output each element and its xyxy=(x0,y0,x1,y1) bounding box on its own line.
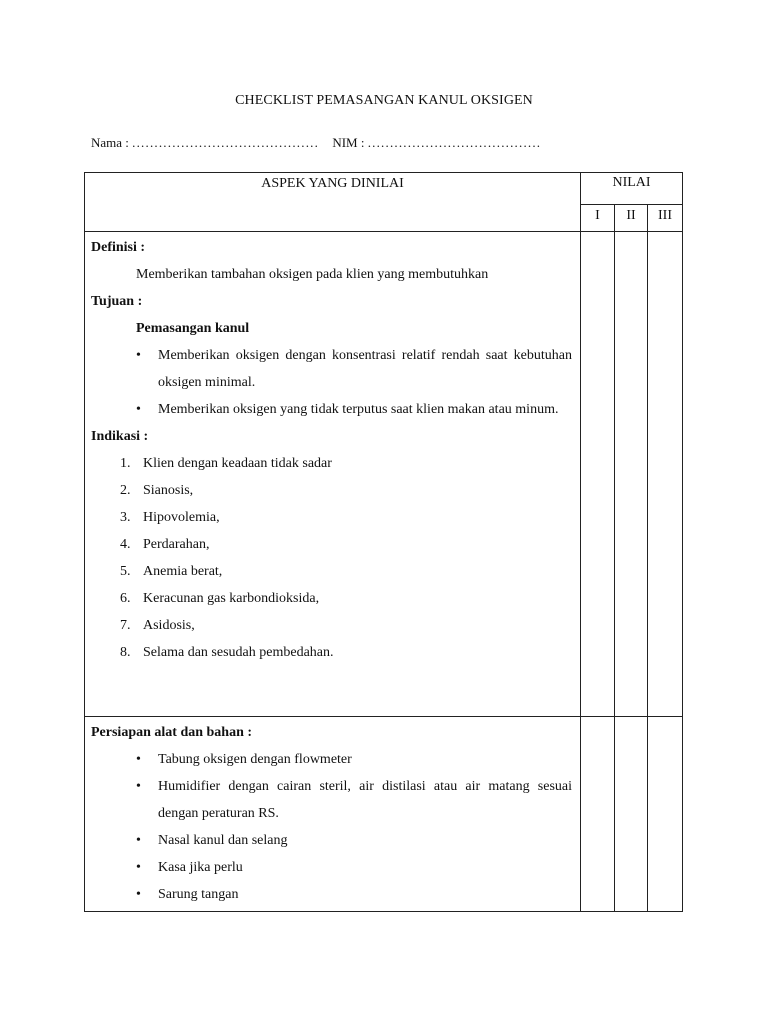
list-number: 7. xyxy=(120,618,131,633)
identity-line xyxy=(91,135,541,151)
nama-label: Nama : xyxy=(91,135,133,150)
list-item-text: Hipovolemia, xyxy=(143,510,220,525)
list-item xyxy=(136,881,572,908)
list-item xyxy=(120,585,572,612)
bullet-icon: • xyxy=(136,779,141,794)
definisi-text: Memberikan tambahan oksigen pada klien yang membutuhkan xyxy=(136,267,489,282)
bullet-icon: • xyxy=(136,348,141,363)
list-item-text: Klien dengan keadaan tidak sadar xyxy=(143,456,332,471)
list-number: 2. xyxy=(120,483,131,498)
checklist-table xyxy=(84,172,683,912)
list-item-text: Kasa jika perlu xyxy=(158,860,243,875)
tujuan-subheading: Pemasangan kanul xyxy=(136,321,250,336)
list-item-text: Selama dan sesudah pembedahan. xyxy=(143,645,334,660)
list-item-text: Tabung oksigen dengan flowmeter xyxy=(158,752,352,767)
page-title: CHECKLIST PEMASANGAN KANUL OKSIGEN xyxy=(235,93,533,108)
list-item xyxy=(136,773,572,827)
list-item xyxy=(120,477,572,504)
persiapan-list xyxy=(91,746,572,908)
indikasi-heading: Indikasi : xyxy=(91,429,149,444)
list-number: 5. xyxy=(120,564,131,579)
list-item-text: Asidosis, xyxy=(143,618,195,633)
nim-label: NIM : xyxy=(332,135,368,150)
header-score-iii: III xyxy=(648,204,683,231)
list-item xyxy=(136,746,572,773)
persiapan-heading: Persiapan alat dan bahan : xyxy=(91,725,253,740)
tujuan-heading: Tujuan : xyxy=(91,294,143,309)
score-cell-ii[interactable] xyxy=(615,232,648,717)
table-row xyxy=(85,232,683,717)
bullet-icon: • xyxy=(136,860,141,875)
definisi-heading: Definisi : xyxy=(91,240,146,255)
list-item xyxy=(136,342,572,396)
list-item xyxy=(136,827,572,854)
score-cell-iii[interactable] xyxy=(648,717,683,912)
score-cell-ii[interactable] xyxy=(615,717,648,912)
list-item-text: Keracunan gas karbondioksida, xyxy=(143,591,320,606)
list-item-text: Memberikan oksigen yang tidak terputus saat klien makan atau minum. xyxy=(158,402,559,417)
list-item-text: Sarung tangan xyxy=(158,887,239,902)
list-item xyxy=(120,612,572,639)
score-cell-i[interactable] xyxy=(581,232,615,717)
bullet-icon: • xyxy=(136,833,141,848)
bullet-icon: • xyxy=(136,887,141,902)
list-number: 8. xyxy=(120,645,131,660)
list-item xyxy=(136,854,572,881)
list-item xyxy=(120,531,572,558)
list-item xyxy=(136,396,572,423)
list-item-text: Sianosis, xyxy=(143,483,194,498)
bullet-icon: • xyxy=(136,752,141,767)
table-row xyxy=(85,717,683,912)
tujuan-list xyxy=(91,342,572,423)
nama-field[interactable]: .......................................... xyxy=(132,135,320,150)
header-score-ii: II xyxy=(615,204,648,231)
header-score-i: I xyxy=(581,204,615,231)
header-nilai: NILAI xyxy=(581,173,683,205)
list-item xyxy=(120,639,572,666)
list-item-text: Perdarahan, xyxy=(143,537,210,552)
list-item xyxy=(120,504,572,531)
list-number: 4. xyxy=(120,537,131,552)
indikasi-list xyxy=(91,450,572,666)
header-aspek: ASPEK YANG DINILAI xyxy=(85,173,581,232)
nim-field[interactable]: ....................................... xyxy=(367,135,542,150)
aspek-cell xyxy=(85,717,581,912)
list-item xyxy=(120,558,572,585)
score-cell-iii[interactable] xyxy=(648,232,683,717)
list-item-text: Anemia berat, xyxy=(143,564,223,579)
bullet-icon: • xyxy=(136,402,141,417)
list-item-text: Nasal kanul dan selang xyxy=(158,833,288,848)
list-number: 6. xyxy=(120,591,131,606)
list-item xyxy=(120,450,572,477)
list-number: 1. xyxy=(120,456,131,471)
list-item-text: Humidifier dengan cairan steril, air distilasi atau air matang sesuai dengan peraturan RS. xyxy=(158,779,572,821)
list-number: 3. xyxy=(120,510,131,525)
aspek-cell xyxy=(85,232,581,717)
score-cell-i[interactable] xyxy=(581,717,615,912)
list-item-text: Memberikan oksigen dengan konsentrasi relatif rendah saat kebutuhan oksigen minimal. xyxy=(158,348,572,390)
